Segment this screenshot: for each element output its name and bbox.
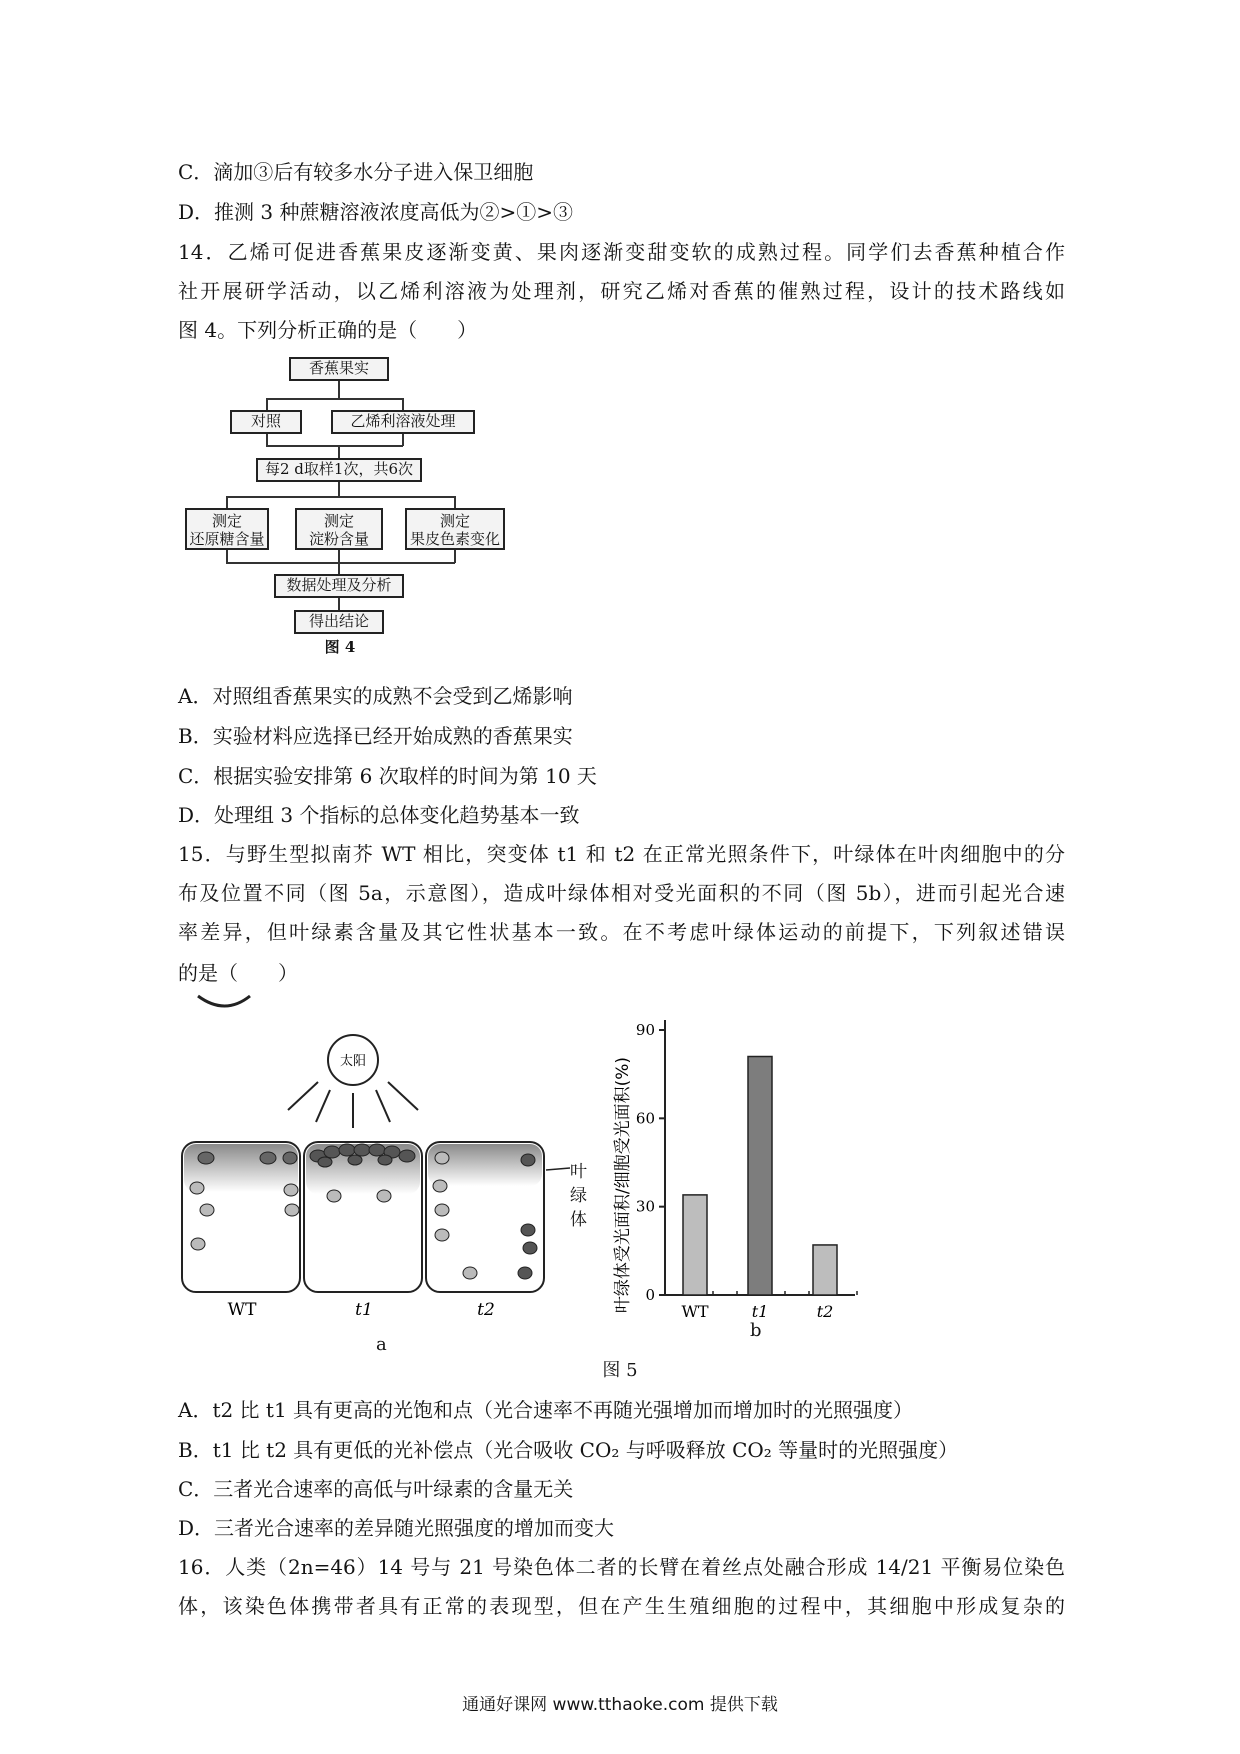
x-tick-label: WT xyxy=(681,1302,709,1321)
figure-5b-panel-label: b xyxy=(750,1320,762,1341)
flow-box-measure-starch-line2: 淀粉含量 xyxy=(308,530,369,548)
flow-box-sampling: 每2 d取样1次，共6次 xyxy=(256,458,422,482)
partial-arc xyxy=(198,996,250,1006)
q15-option-a: A．t2 比 t1 具有更高的光饱和点（光合速率不再随光强增加而增加时的光照强度） xyxy=(178,1398,914,1422)
chloroplast-label: 叶绿体 xyxy=(570,1162,587,1230)
bar-t1 xyxy=(748,1057,772,1296)
flow-box-measure-sugar-line2: 还原糖含量 xyxy=(189,530,265,548)
cell-label-t2: t2 xyxy=(477,1300,495,1320)
cell-t2 xyxy=(426,1142,544,1292)
q15-stem-line-2: 布及位置不同（图 5a，示意图），造成叶绿体相对受光面积的不同（图 5b），进而引起光合速 xyxy=(178,881,1065,905)
flow-connector xyxy=(226,496,228,508)
flow-box-measure-sugar xyxy=(185,508,269,550)
cell-label-wt: WT xyxy=(227,1300,257,1320)
q15-stem-line-3: 率差异，但叶绿素含量及其它性状基本一致。在不考虑叶绿体运动的前提下，下列叙述错误 xyxy=(178,920,1065,944)
cell-t1 xyxy=(304,1142,422,1292)
flow-box-analysis: 数据处理及分析 xyxy=(274,574,404,598)
cell-wt xyxy=(182,1142,300,1292)
bar-t2 xyxy=(813,1245,837,1295)
flow-connector xyxy=(402,398,404,410)
flow-connector xyxy=(266,398,403,400)
flow-connector xyxy=(266,398,268,410)
figure-5-caption: 图 5 xyxy=(602,1360,638,1381)
x-tick-label: t1 xyxy=(751,1302,769,1321)
q15-stem-line-1: 15．与野生型拟南芥 WT 相比，突变体 t1 和 t2 在正常光照条件下，叶绿体在叶肉细胞中的分 xyxy=(178,842,1065,866)
q14-stem-line-2: 社开展研学活动，以乙烯利溶液为处理剂，研究乙烯对香蕉的催熟过程，设计的技术路线如 xyxy=(178,279,1065,303)
flow-box-measure-starch-line1: 测定 xyxy=(323,512,354,530)
flow-connector xyxy=(226,496,454,498)
flow-connector xyxy=(338,445,340,458)
q14-option-c: C．根据实验安排第 6 次取样的时间为第 10 天 xyxy=(178,764,597,788)
flow-box-measure-pigment xyxy=(405,508,505,550)
sun-icon xyxy=(288,1035,418,1128)
q13-option-d: D．推测 3 种蔗糖溶液浓度高低为②>①>③ xyxy=(178,200,573,224)
flow-connector xyxy=(338,598,340,610)
q13-option-c: C．滴加③后有较多水分子进入保卫细胞 xyxy=(178,160,534,184)
figure-4-caption: 图 4 xyxy=(324,638,356,656)
bar-wt xyxy=(683,1195,707,1295)
q14-stem-line-3: 图 4。下列分析正确的是（ ） xyxy=(178,318,478,342)
y-tick-label: 90 xyxy=(635,1021,655,1039)
flow-connector xyxy=(266,445,403,447)
flow-box-measure-starch xyxy=(295,508,383,550)
flow-box-measure-pigment-line2: 果皮色素变化 xyxy=(409,530,500,548)
flow-box-control: 对照 xyxy=(230,410,302,434)
page-footer: 通通好课网 www.tthaoke.com 提供下载 xyxy=(462,1695,778,1715)
y-tick-label: 0 xyxy=(645,1286,655,1304)
q15-option-b: B．t1 比 t2 具有更低的光补偿点（光合吸收 CO₂ 与呼吸释放 CO₂ 等量时的光照强度） xyxy=(178,1438,959,1462)
sun-label: 太阳 xyxy=(339,1054,367,1069)
figure-5b-bar-chart xyxy=(600,995,900,1335)
q14-option-a: A．对照组香蕉果实的成熟不会受到乙烯影响 xyxy=(178,684,573,708)
q14-option-d: D．处理组 3 个指标的总体变化趋势基本一致 xyxy=(178,803,580,827)
q16-stem-line-1: 16．人类（2n=46）14 号与 21 号染色体二者的长臂在着丝点处融合形成 14/21 平衡易位染色 xyxy=(178,1555,1065,1579)
flow-box-banana: 香蕉果实 xyxy=(289,357,389,381)
flow-connector xyxy=(226,562,455,564)
figure-5a-panel-label: a xyxy=(376,1334,387,1355)
y-tick-label: 60 xyxy=(635,1109,655,1128)
q14-option-b: B．实验材料应选择已经开始成熟的香蕉果实 xyxy=(178,724,573,748)
flow-connector xyxy=(454,496,456,508)
q15-stem-line-4: 的是（ ） xyxy=(178,961,298,985)
chart-marks xyxy=(636,1020,857,1321)
q14-stem-line-1: 14．乙烯可促进香蕉果皮逐渐变黄、果肉逐渐变甜变软的成熟过程。同学们去香蕉种植合作 xyxy=(178,240,1065,264)
cell-label-t1: t1 xyxy=(355,1300,373,1320)
q16-stem-line-2: 体，该染色体携带者具有正常的表现型，但在产生生殖细胞的过程中，其细胞中形成复杂的 xyxy=(178,1594,1065,1618)
figure-5a-cells xyxy=(170,990,590,1340)
x-tick-label: t2 xyxy=(816,1302,834,1321)
chloroplast-pointer xyxy=(546,1168,570,1170)
y-axis-label: 叶绿体受光面积/细胞受光面积(%) xyxy=(613,1056,633,1314)
y-tick-label: 30 xyxy=(635,1197,655,1216)
flow-connector xyxy=(338,482,340,497)
flowchart-figure-4 xyxy=(180,352,520,672)
flow-box-conclusion: 得出结论 xyxy=(294,610,384,634)
q15-option-c: C．三者光合速率的高低与叶绿素的含量无关 xyxy=(178,1477,574,1501)
flow-box-measure-sugar-line1: 测定 xyxy=(211,512,242,530)
q15-option-d: D．三者光合速率的差异随光照强度的增加而变大 xyxy=(178,1516,615,1540)
flow-box-treatment: 乙烯利溶液处理 xyxy=(331,410,475,434)
flow-connector xyxy=(338,381,340,398)
flow-box-measure-pigment-line1: 测定 xyxy=(439,512,470,530)
